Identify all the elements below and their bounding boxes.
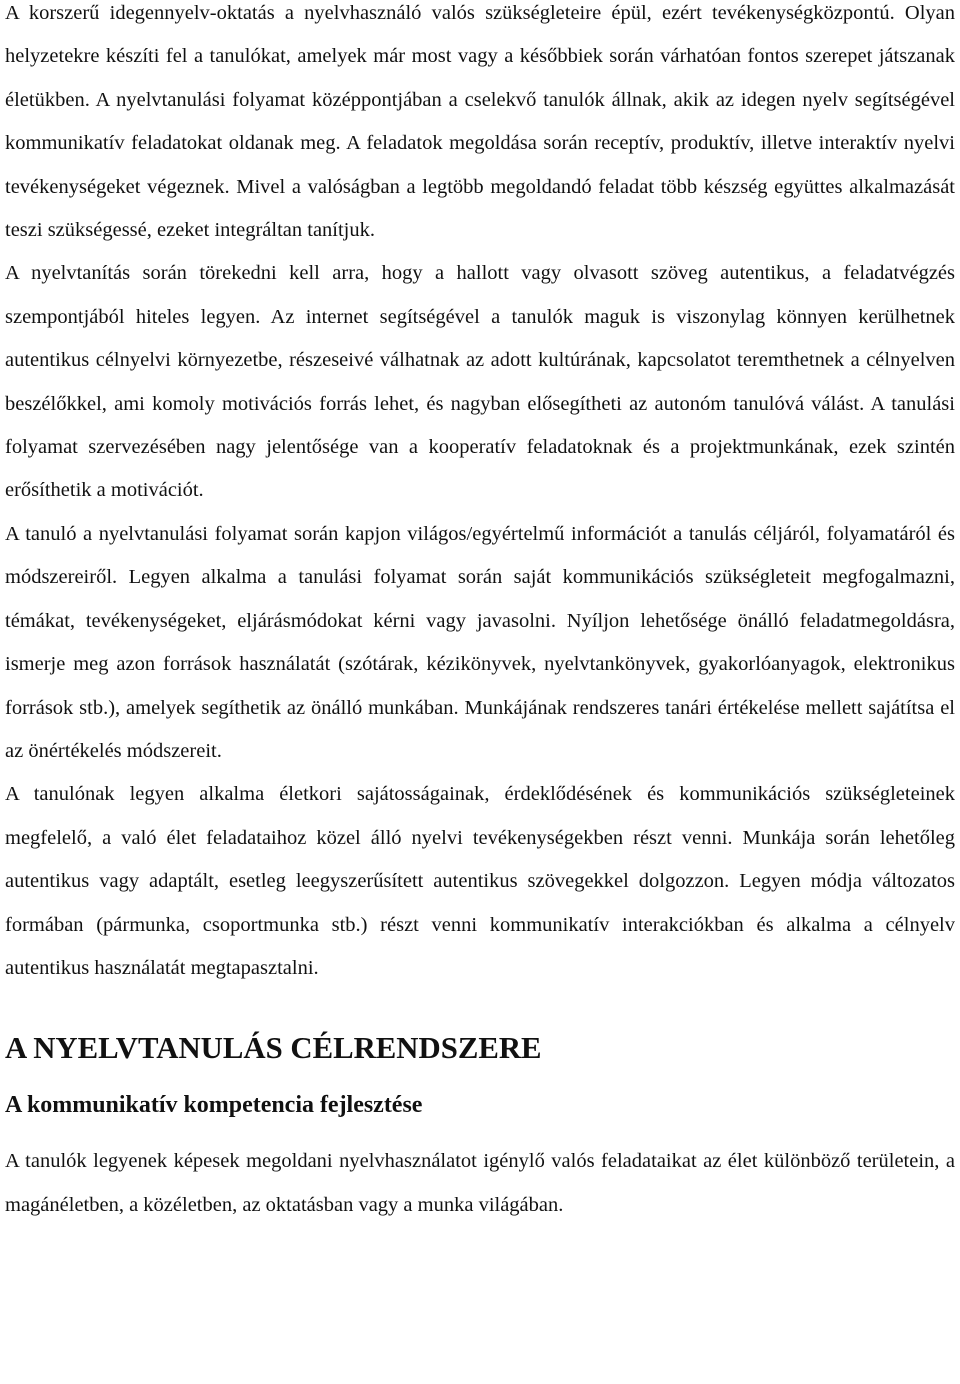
body-paragraph: A tanulónak legyen alkalma életkori sajátosságainak, érdeklődésének és kommunikációs szükségleteinek megfelelő, a való élet feladataihoz közel álló nyelvi tevékenységekben részt venni. Munkája során lehetőleg autentikus vagy adaptált, esetleg leegyszerűsített autentikus szövegekkel dolgozzon. Legyen módja változatos formában (pármunka, csoportmunka stb.) részt venni kommunikatív interakciókban és alkalma a célnyelv autentikus használatát megtapasztalni. bbox=[5, 783, 955, 979]
body-paragraph: A nyelvtanítás során törekedni kell arra, hogy a hallott vagy olvasott szöveg autentikus, a feladatvégzés szempontjából hiteles legyen. Az internet segítségével a tanulók maguk is viszonylag könnyen kerülhetnek autentikus célnyelvi környezetbe, részeseivé válhatnak az adott kultúrának, kapcsolatot teremthetnek a célnyelven beszélőkkel, ami komoly motivációs forrás lehet, és nagyban elősegítheti az autonóm tanulóvá válást. A tanulási folyamat szervezésében nagy jelentősége van a kooperatív feladatoknak és a projektmunkának, ezek szintén erősíthetik a motivációt. bbox=[5, 262, 955, 502]
sub-heading: A kommunikatív kompetencia fejlesztése bbox=[5, 1091, 423, 1118]
closing-paragraph: A tanulók legyenek képesek megoldani nyelvhasználatot igénylő valós feladataikat az élet különböző területein, a magánéletben, a közéletben, az oktatásban vagy a munka világában. bbox=[5, 1150, 955, 1216]
body-paragraph: A korszerű idegennyelv-oktatás a nyelvhasználó valós szükségleteire épül, ezért tevékenységközpontú. Olyan helyzetekre készíti fel a tanulókat, amelyek már most vagy a későbbiek során várhatóan fontos szerepet játszanak életükben. A nyelvtanulási folyamat középpontjában a cselekvő tanulók állnak, akik az idegen nyelv segítségével kommunikatív feladatokat oldanak meg. A feladatok megoldása során receptív, produktív, illetve interaktív nyelvi tevékenységeket végeznek. Mivel a valóságban a legtöbb megoldandó feladat több készség együttes alkalmazását teszi szükségessé, ezeket integráltan tanítjuk. bbox=[5, 2, 955, 242]
section-heading: A NYELVTANULÁS CÉLRENDSZERE bbox=[5, 1031, 542, 1066]
body-paragraph: A tanuló a nyelvtanulási folyamat során kapjon világos/egyértelmű információt a tanulás céljáról, folyamatáról és módszereiről. Legyen alkalma a tanulási folyamat során saját kommunikációs szükségleteit megfogalmazni, témákat, tevékenységeket, eljárásmódokat kérni vagy javasolni. Nyíljon lehetősége önálló feladatmegoldásra, ismerje meg azon források használatát (szótárak, kézikönyvek, nyelvtankönyvek, gyakorlóanyagok, elektronikus források stb.), amelyek segíthetik az önálló munkában. Munkájának rendszeres tanári értékelése mellett sajátítsa el az önértékelés módszereit. bbox=[5, 522, 955, 762]
